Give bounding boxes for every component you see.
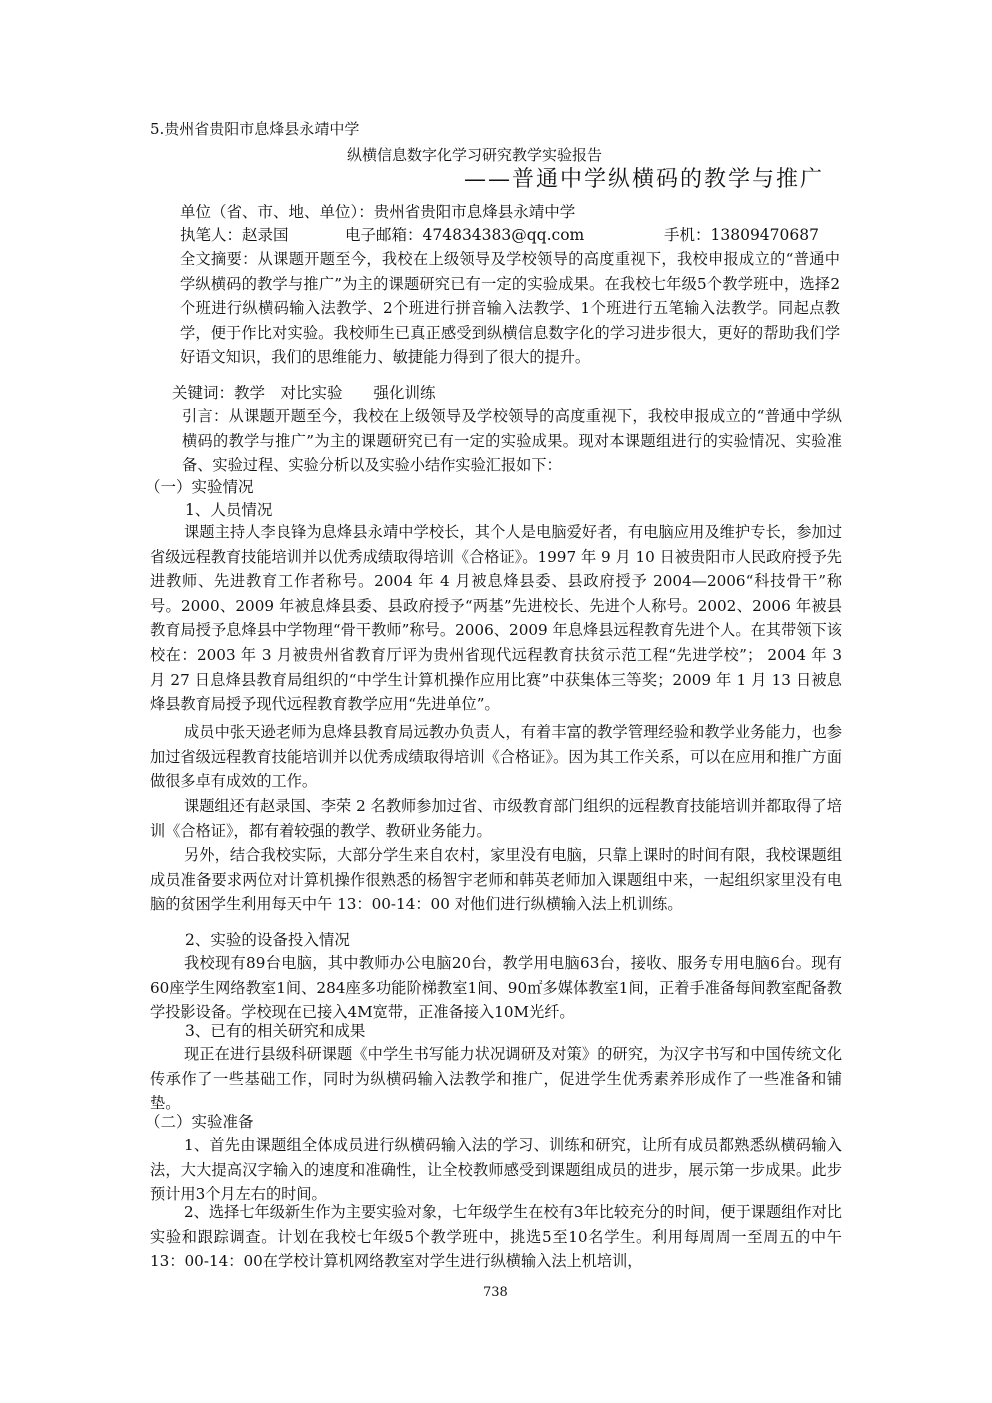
- paragraph-personnel-leader: 课题主持人李良锋为息烽县永靖中学校长，其个人是电脑爱好者，有电脑应用及维护专长，参加过省级远程教育技能培训并以优秀成绩取得培训《合格证》。1997 年 9 月 10 日被贵阳市人民政府授予先进教师、先进教育工作者称号。2004 年 4 月被息烽县委、县政府授予 2004—2006“科技骨干”称号。2000、2009 年被息烽县委、县政府授予“两基”先进校长、先进个人称号。2002、2006 年被县教育局授予息烽县中学物理“骨干教师”称号。2006、2009 年息烽县远程教育先进个人。在其带领下该校在：2003 年 3 月被贵州省教育厅评为贵州省现代远程教育扶贫示范工程“先进学校”； 2004 年 3 月 27 日息烽县教育局组织的“中学生计算机操作应用比赛”中获集体三等奖；2009 年 1 月 13 日被息烽县教育局授予现代远程教育教学应用“先进单位”。: [150, 523, 842, 714]
- report-subtitle: ——普通中学纵横码的教学与推广: [464, 167, 825, 192]
- unit-line: 单位（省、市、地、单位）：贵州省贵阳市息烽县永靖中学: [180, 203, 576, 221]
- paragraph-equipment: 我校现有89台电脑，其中教师办公电脑20台，教学用电脑63台，接收、服务专用电脑6台。现有60座学生网络教室1间、284座多功能阶梯教室1间、90㎡多媒体教室1间，正着手准备每间教室配备教学投影设备。学校现在已接入4M宽带，正准备接入10M光纤。: [150, 954, 842, 1022]
- page-number: 738: [483, 1285, 508, 1300]
- intro-paragraph: 引言：从课题开题至今，我校在上级领导及学校领导的高度重视下，我校申报成立的“普通中学纵横码的教学与推广”为主的课题研究已有一定的实验成果。现对本课题组进行的实验情况、实验准备、实验过程、实验分析以及实验小结作实验汇报如下：: [182, 407, 842, 475]
- paragraph-research: 现正在进行县级科研课题《中学生书写能力状况调研及对策》的研究，为汉字书写和中国传统文化传承作了一些基础工作，同时为纵横码输入法教学和推广，促进学生优秀素养形成作了一些准备和铺垫。: [150, 1045, 842, 1113]
- paragraph-preparation-1: 1、首先由课题组全体成员进行纵横码输入法的学习、训练和研究，让所有成员都熟悉纵横码输入法，大大提高汉字输入的速度和准确性，让全校教师感受到课题组成员的进步，展示第一步成果。此步预计用3个月左右的时间。: [150, 1136, 842, 1204]
- paragraph-personnel-additional: 另外，结合我校实际，大部分学生来自农村，家里没有电脑，只靠上课时的时间有限，我校课题组成员准备要求两位对计算机操作很熟悉的杨智宇老师和韩英老师加入课题组中来，一起组织家里没有电脑的贫困学生利用每天中午 13：00-14：00 对他们进行纵横输入法上机训练。: [150, 846, 842, 914]
- school-heading: 5.贵州省贵阳市息烽县永靖中学: [150, 120, 360, 138]
- author-line: 执笔人：赵录国: [180, 226, 289, 244]
- subsection-heading-1-3: 3、已有的相关研究和成果: [185, 1022, 366, 1040]
- phone-line: 手机：13809470687: [664, 226, 819, 244]
- section-heading-2: （二）实验准备: [145, 1113, 254, 1131]
- section-heading-1: （一）实验情况: [145, 478, 254, 496]
- abstract-paragraph: 全文摘要：从课题开题至今，我校在上级领导及学校领导的高度重视下，我校申报成立的“普通中学纵横码的教学与推广”为主的课题研究已有一定的实验成果。在我校七年级5个教学班中，选择2个班进行纵横码输入法教学、2个班进行拼音输入法教学、1个班进行五笔输入法教学。同起点教学，便于作比对实验。我校师生已真正感受到纵横信息数字化的学习进步很大，更好的帮助我们学好语文知识，我们的思维能力、敏捷能力得到了很大的提升。: [180, 250, 840, 367]
- paragraph-personnel-group: 课题组还有赵录国、李荣 2 名教师参加过省、市级教育部门组织的远程教育技能培训并都取得了培训《合格证》，都有着较强的教学、教研业务能力。: [150, 797, 842, 840]
- paragraph-personnel-member: 成员中张天逊老师为息烽县教育局远教办负责人，有着丰富的教学管理经验和教学业务能力，也参加过省级远程教育技能培训并以优秀成绩取得培训《合格证》。因为其工作关系，可以在应用和推广方面做很多卓有成效的工作。: [150, 723, 842, 791]
- subsection-heading-1-1: 1、人员情况: [185, 501, 273, 519]
- paragraph-preparation-2: 2、选择七年级新生作为主要实验对象，七年级学生在校有3年比较充分的时间，便于课题组作对比实验和跟踪调查。计划在我校七年级5个教学班中，挑选5至10名学生。利用每周周一至周五的中午13：00-14：00在学校计算机网络教室对学生进行纵横输入法上机培训，: [150, 1203, 842, 1271]
- subsection-heading-1-2: 2、实验的设备投入情况: [185, 931, 350, 949]
- email-line: 电子邮箱：474834383@qq.com: [345, 226, 585, 244]
- report-title: 纵横信息数字化学习研究教学实验报告: [347, 146, 603, 164]
- keywords-line: 关键词：教学 对比实验 强化训练: [172, 384, 436, 402]
